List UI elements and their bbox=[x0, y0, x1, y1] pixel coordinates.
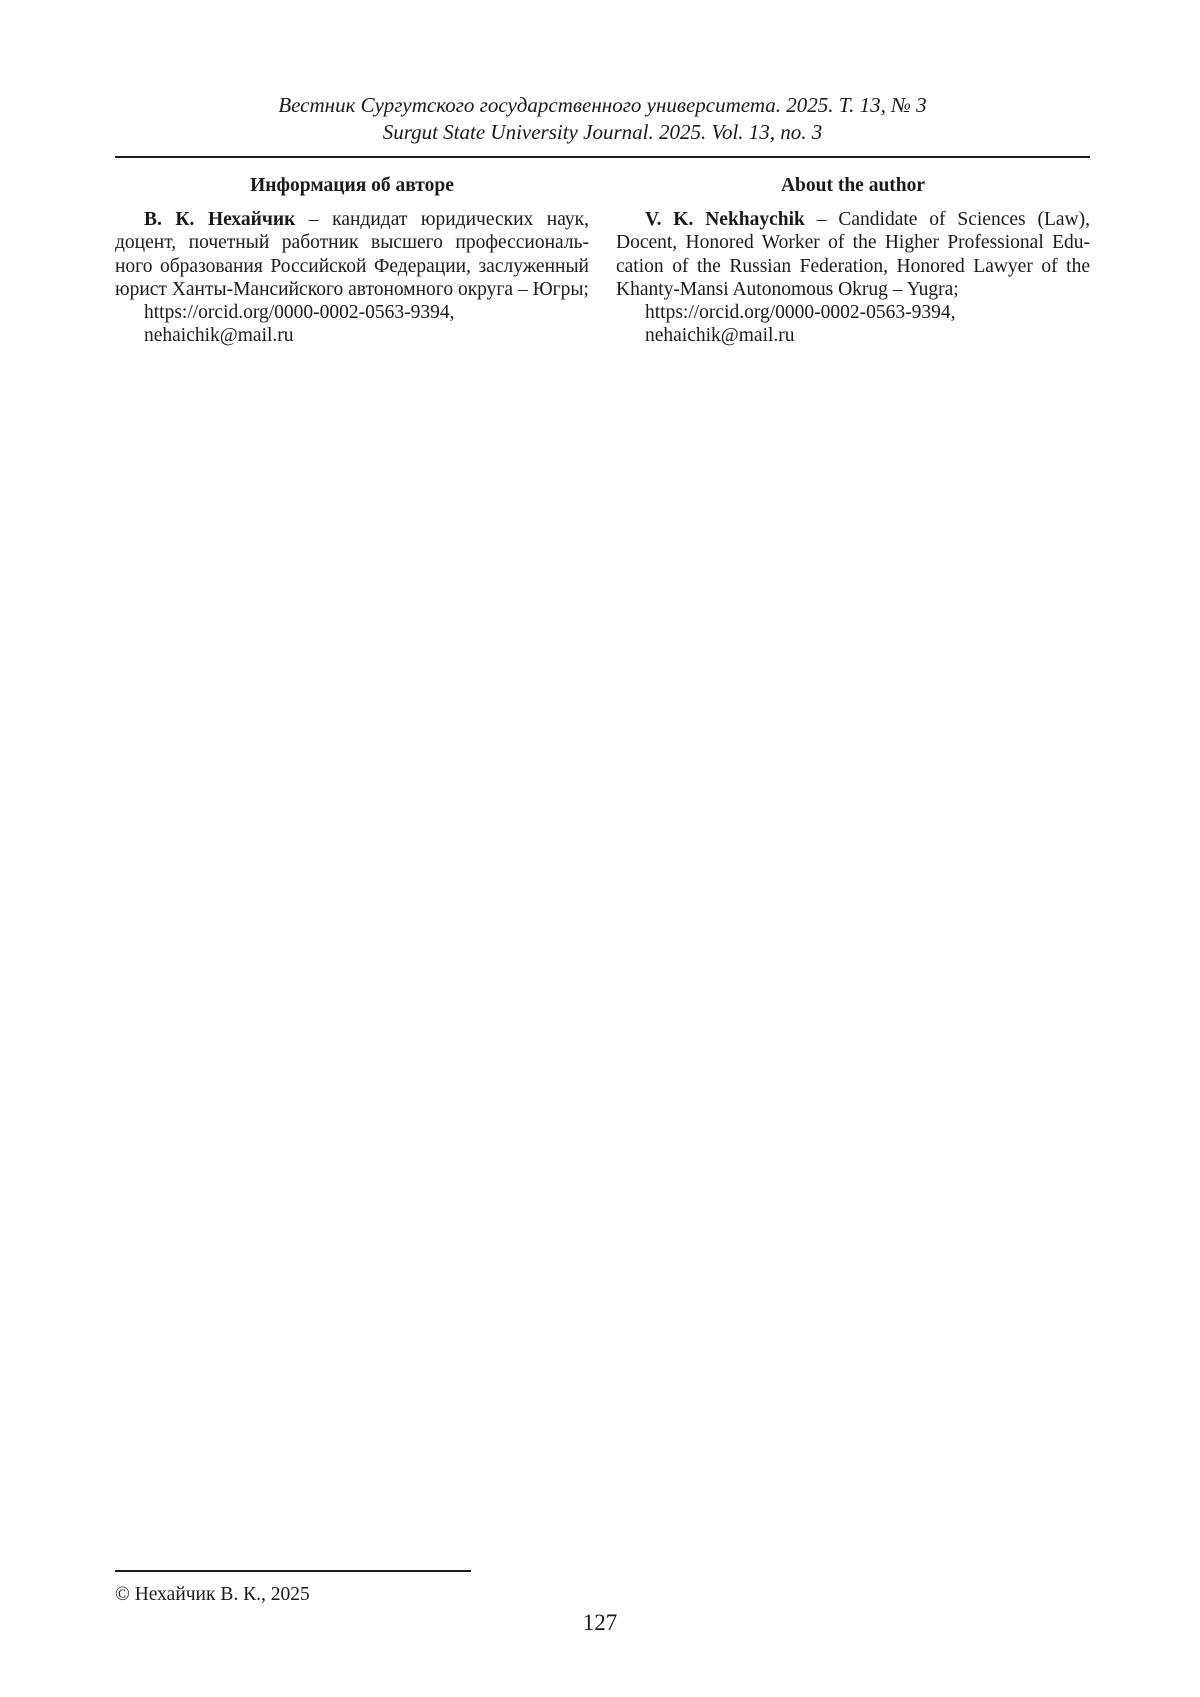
author-orcid-ru[interactable]: https://orcid.org/0000-0002-0563-9394, bbox=[144, 302, 455, 324]
author-info-ru-heading: Информация об авторе bbox=[250, 175, 454, 196]
author-email-ru[interactable]: nehaichik@mail.ru bbox=[144, 325, 294, 347]
author-orcid-en[interactable]: https://orcid.org/0000-0002-0563-9394, bbox=[645, 302, 956, 324]
author-name-en: V. K. Nekhaychik bbox=[645, 209, 805, 230]
journal-header-en: Surgut State University Journal. 2025. Vol. 13, no. 3 bbox=[382, 120, 823, 144]
footnote-divider bbox=[115, 1570, 471, 1572]
author-bio-en bbox=[616, 208, 1090, 301]
journal-header bbox=[115, 92, 1090, 146]
page-number: 127 bbox=[582, 1610, 618, 1635]
author-name-ru: В. К. Нехайчик bbox=[144, 209, 296, 230]
author-bio-ru bbox=[115, 208, 589, 301]
author-email-en[interactable]: nehaichik@mail.ru bbox=[645, 325, 795, 347]
author-info-ru bbox=[115, 174, 589, 348]
author-info-en-heading: About the author bbox=[780, 175, 926, 196]
journal-header-ru: Вестник Сургутского государственного университета. 2025. Т. 13, № 3 bbox=[278, 93, 927, 117]
author-bio-ru-text: – кандидат юридических наук, доцент, почетный работник высшего профессионального образования Российской Федерации, заслуженный юрист Ханты-Мансийского автономного округа – Югры; bbox=[115, 209, 589, 300]
header-divider bbox=[115, 156, 1090, 158]
copyright-notice: © Нехайчик В. К., 2025 bbox=[115, 1584, 310, 1605]
author-bio-en-text: – Candidate of Sciences (Law), Docent, Honored Worker of the Higher Professional Education of the Russian Federation, Honored Lawyer of the Khanty-Mansi Autonomous Okrug – Yugra; bbox=[616, 209, 1090, 300]
author-info-en bbox=[616, 174, 1090, 348]
